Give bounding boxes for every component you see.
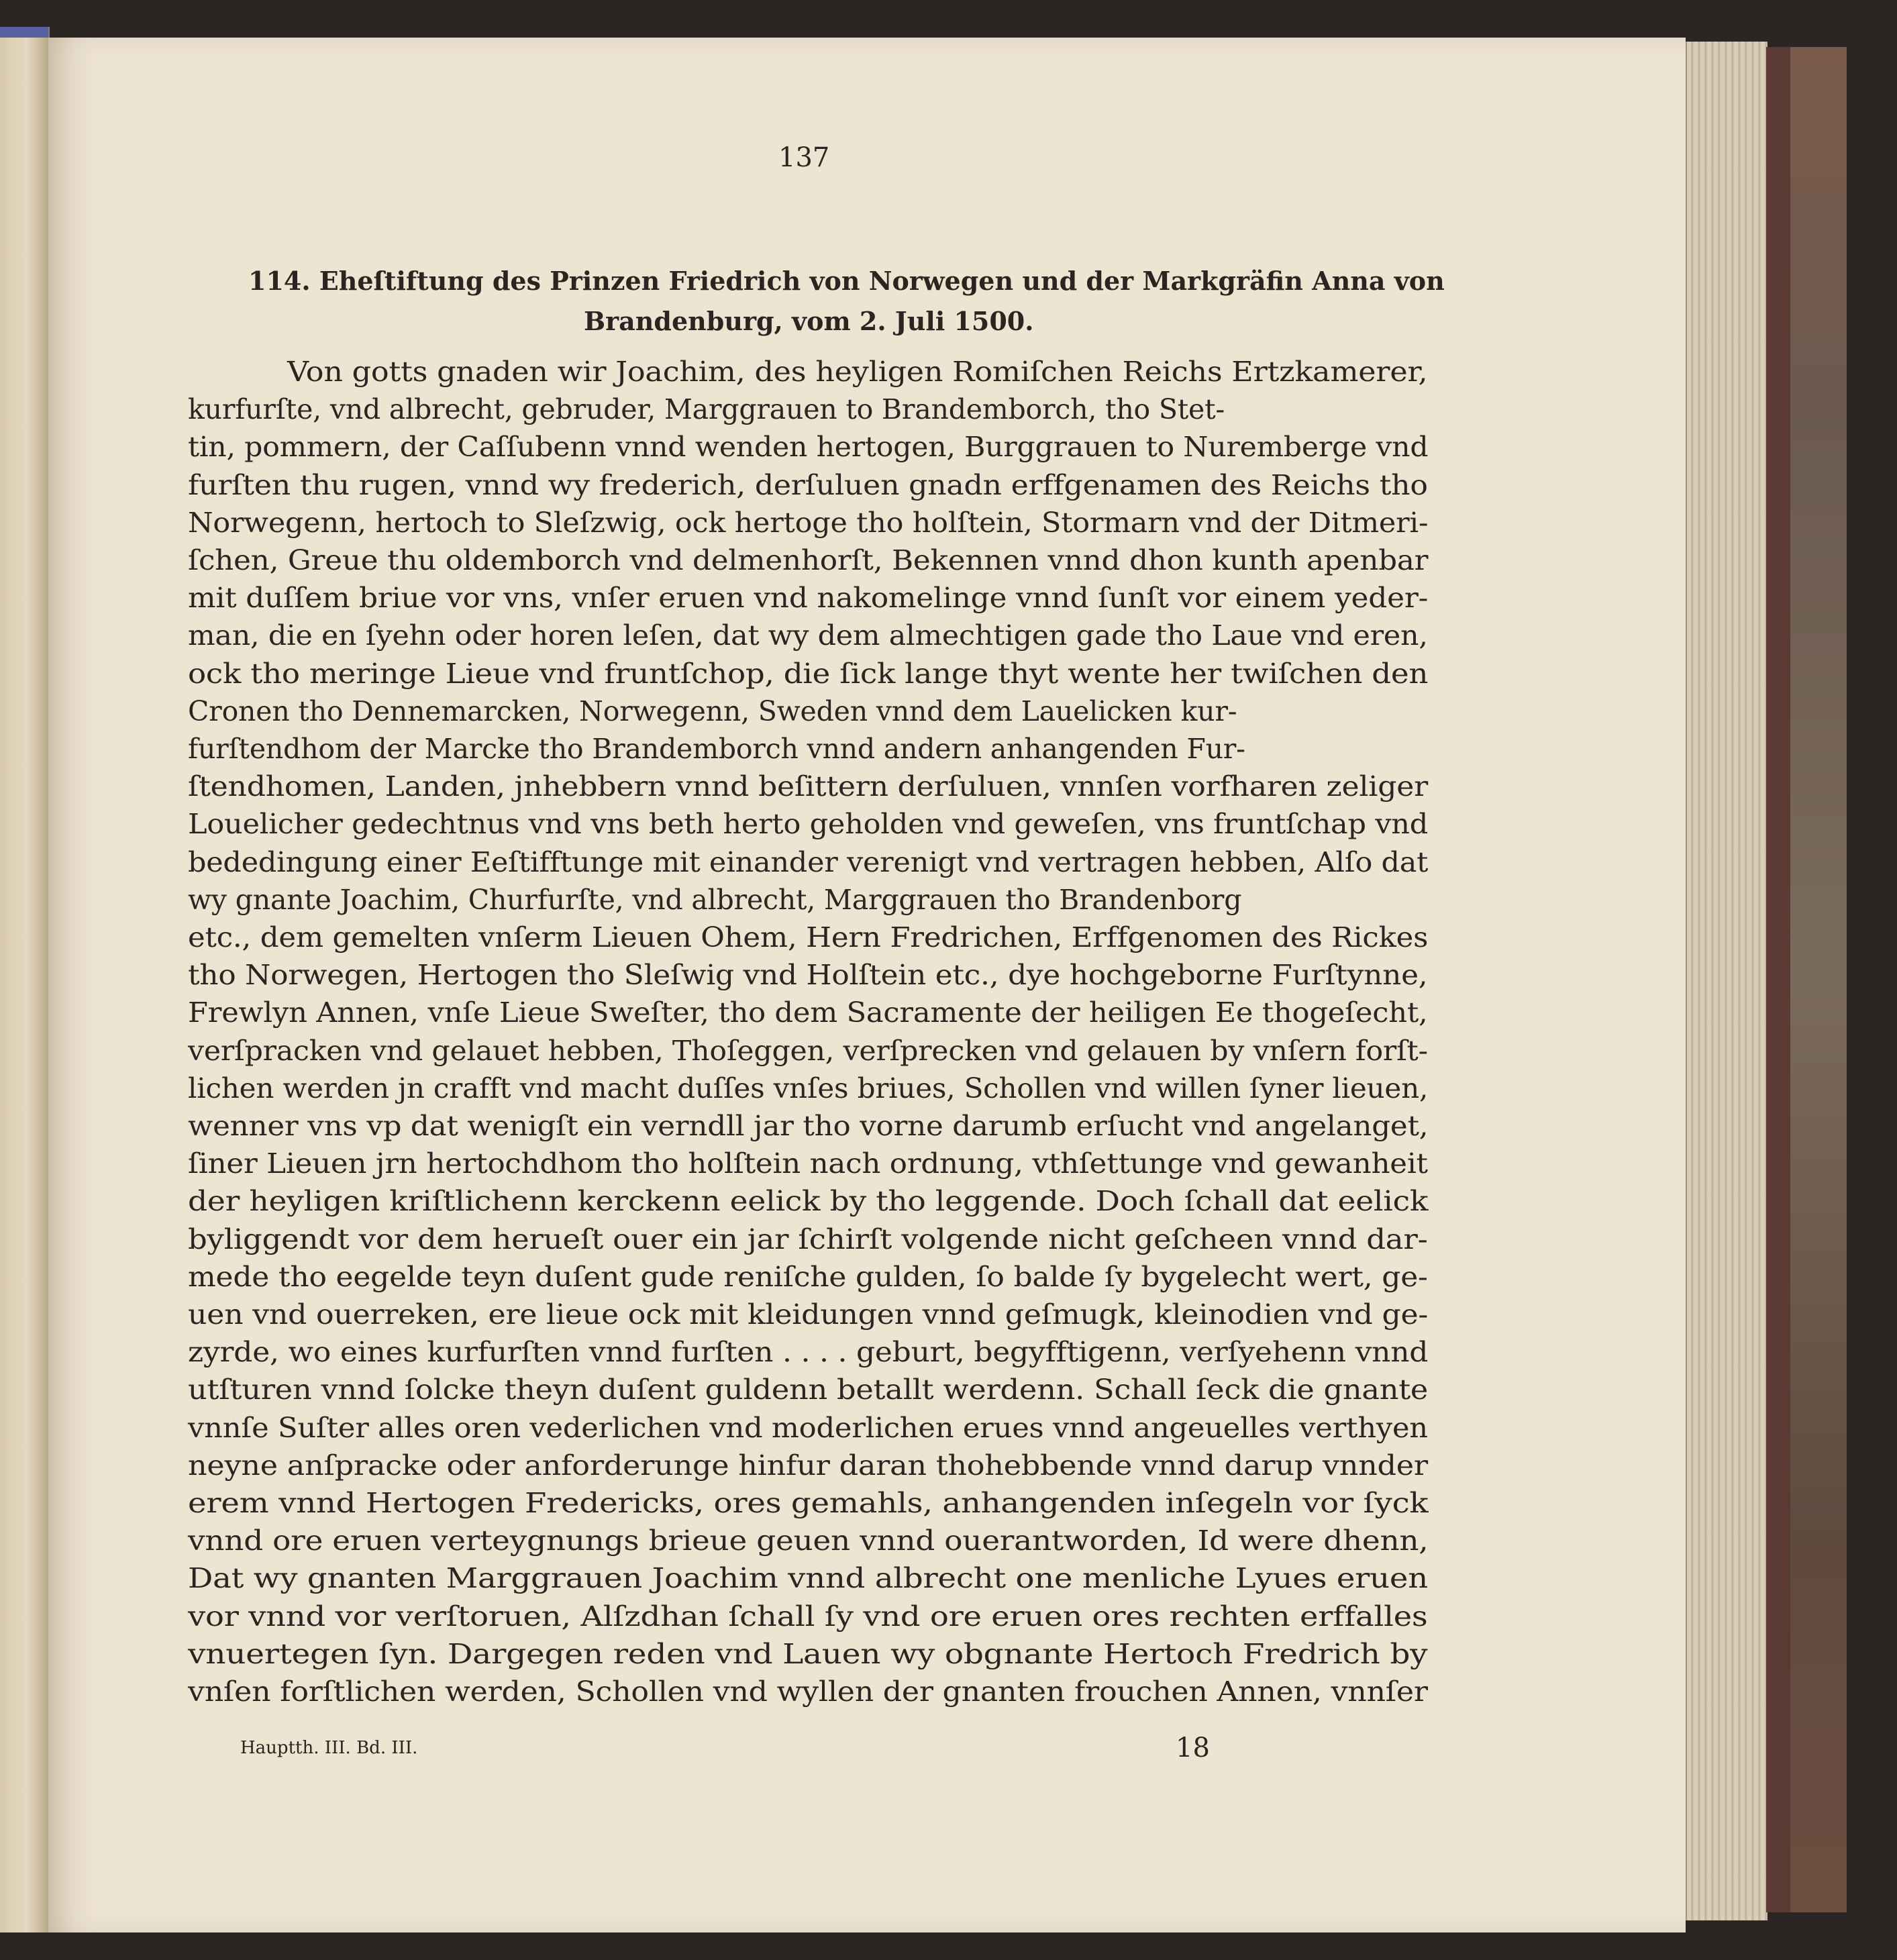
page-number: 137 xyxy=(778,142,830,173)
body-line: utſturen vnnd ſolcke theyn duſent guldenn betallt werdenn. Schall ſeck die gnante xyxy=(188,1374,1429,1406)
body-line: Norwegenn, hertoch to Sleſzwig, ock hertoge tho holſtein, Stormarn vnd der Ditmeri- xyxy=(188,506,1429,539)
body-line: etc., dem gemelten vnſerm Lieuen Ohem, Hern Fredrichen, Erffgenomen des Rickes xyxy=(188,921,1429,953)
body-line: mit duſſem briue vor vns, vnſer eruen vnd nakomelinge vnnd ſunſt vor einem yeder- xyxy=(188,582,1429,615)
body-line: zyrde, wo eines kurfurſten vnnd furſten . . . . geburt, begyfftigenn, verſyehenn vnnd xyxy=(188,1336,1429,1369)
body-line: vor vnnd vor verſtoruen, Alſzdhan ſchall ſy vnd ore eruen ores rechten erffalles xyxy=(188,1600,1428,1633)
page-stack-edges xyxy=(1686,42,1767,1920)
heading-line-2: Brandenburg, vom 2. Juli 1500. xyxy=(584,306,1034,336)
footer-signature: Hauptth. III. Bd. III. xyxy=(240,1738,418,1758)
body-line: vnuertegen ſyn. Dargegen reden vnd Lauen wy obgnante Hertoch Fredrich by xyxy=(188,1637,1428,1670)
body-line: tho Norwegen, Hertogen tho Sleſwig vnd Holſtein etc., dye hochgeborne Furſtynne, xyxy=(188,959,1428,992)
body-line: vnnd ore eruen verteygnungs brieue geuen vnnd ouerantworden, Id were dhenn, xyxy=(188,1525,1429,1557)
body-line: uen vnd ouerreken, ere lieue ock mit kleidungen vnnd geſmugk, kleinodien vnd ge- xyxy=(188,1298,1429,1331)
left-page-edge xyxy=(0,27,50,1932)
body-line: byliggendt vor dem herueſt ouer ein jar ſchirſt volgende nicht geſcheen vnnd dar- xyxy=(188,1223,1428,1255)
body-line: ock tho meringe Lieue vnd fruntſchop, die ſick lange thyt wente her twiſchen den xyxy=(188,657,1429,690)
body-line: der heyligen kriſtlichenn kerckenn eelick by tho leggende. Doch ſchall dat eelick xyxy=(188,1185,1429,1218)
body-line: tin, pommern, der Caſſubenn vnnd wenden hertogen, Burggrauen to Nuremberge vnd xyxy=(188,431,1429,464)
body-line: ſtendhomen, Landen, jnhebbern vnnd beſittern derſuluen, vnnſen vorfharen zeliger xyxy=(188,770,1428,803)
body-line: wenner vns vp dat wenigſt ein verndll jar tho vorne darumb erſucht vnd angelanget, xyxy=(188,1110,1429,1142)
body-line: vnnſe Suſter alles oren vederlichen vnd moderlichen erues vnnd angeuelles verthyen xyxy=(188,1411,1428,1444)
body-line: furſtendhom der Marcke tho Brandemborch vnnd andern anhangenden Fur- xyxy=(188,733,1245,765)
body-line: wy gnante Joachim, Churfurſte, vnd albrecht, Marggrauen tho Brandenborg xyxy=(188,883,1242,916)
body-line: bededingung einer Eeſtifftunge mit einander verenigt vnd vertragen hebben, Alſo dat xyxy=(188,845,1429,878)
body-line: verſpracken vnd gelauet hebben, Thoſeggen, verſprecken vnd gelauen by vnſern forſt- xyxy=(188,1034,1428,1067)
body-line: mede tho eegelde teyn duſent gude reniſche gulden, ſo balde ſy bygelecht wert, ge- xyxy=(188,1260,1428,1293)
body-line: lichen werden jn crafft vnd macht duſſes vnſes briues, Schollen vnd willen ſyner lieuen, xyxy=(188,1072,1429,1104)
body-line: erem vnnd Hertogen Fredericks, ores gemahls, anhangenden inſegeln vor ſyck xyxy=(188,1487,1429,1519)
body-line: Dat wy gnanten Marggrauen Joachim vnnd albrecht one menliche Lyues eruen xyxy=(188,1562,1428,1595)
book-cover xyxy=(1766,47,1847,1912)
body-line: Frewlyn Annen, vnſe Lieue Sweſter, tho dem Sacramente der heiligen Ee thogeſecht, xyxy=(188,996,1428,1029)
footer-sheet-number: 18 xyxy=(1176,1733,1210,1763)
body-line: Cronen tho Dennemarcken, Norwegenn, Sweden vnnd dem Lauelicken kur- xyxy=(188,694,1237,727)
body-line: ſchen, Greue thu oldemborch vnd delmenhorſt, Bekennen vnnd dhon kunth apenbar xyxy=(188,544,1429,576)
body-line: kurfurſte, vnd albrecht, gebruder, Marggrauen to Brandemborch, tho Stet- xyxy=(188,393,1225,426)
body-line: neyne anſpracke oder anforderunge hinfur daran thohebbende vnnd darup vnnder xyxy=(188,1449,1428,1482)
body-line: Von gotts gnaden wir Joachim, des heyligen Romiſchen Reichs Ertzkamerer, xyxy=(287,356,1428,388)
heading-line-1: 114. Eheſtiftung des Prinzen Friedrich von Norwegen und der Markgräfin Anna von xyxy=(248,266,1445,296)
body-line: furſten thu rugen, vnnd wy frederich, derſuluen gnadn erffgenamen des Reichs tho xyxy=(188,468,1428,501)
body-line: man, die en ſyehn oder horen leſen, dat wy dem almechtigen gade tho Laue vnd eren, xyxy=(188,619,1428,652)
body-line: Louelicher gedechtnus vnd vns beth herto geholden vnd geweſen, vns fruntſchap vnd xyxy=(188,808,1429,841)
body-line: vnſen forſtlichen werden, Schollen vnd wyllen der gnanten frouchen Annen, vnnſer xyxy=(188,1675,1428,1708)
left-page-stripe xyxy=(0,27,48,38)
body-line: ſiner Lieuen jrn hertochdhom tho holſtein nach ordnung, vthſettunge vnd gewanheit xyxy=(188,1147,1428,1180)
